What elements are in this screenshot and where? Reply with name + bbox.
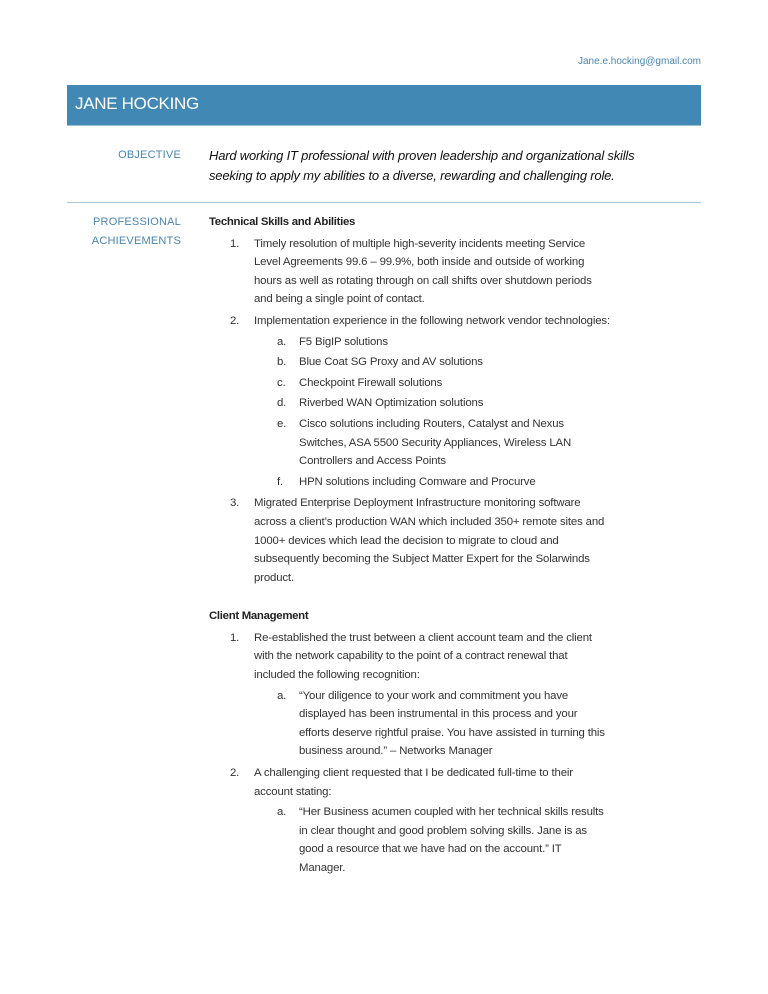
sub-item-text: Riverbed WAN Optimization solutions bbox=[299, 397, 484, 410]
item-text: A challenging client requested that I be dedicated full-time to their account stating: bbox=[254, 767, 573, 798]
sub-item-letter: f. bbox=[277, 475, 284, 488]
achievement-list bbox=[209, 629, 619, 878]
sub-item-text: Cisco solutions including Routers, Catalyst and Nexus Switches, ASA 5500 Security Appliances, Wireless LAN Controllers and Access Points bbox=[299, 417, 572, 468]
item-number: 3. bbox=[230, 497, 240, 510]
item-text: Timely resolution of multiple high-severity incidents meeting Service Level Agreements 99.6 – 99.9%, both inside and outside of working hours as well as rotating through on call shifts over shutdown periods and being a single point of contact. bbox=[254, 237, 592, 306]
sub-item-text: “Her Business acumen coupled with her technical skills results in clear thought and good problem solving skills. Jane is as good a resource that we have had on the account.” IT Manager. bbox=[299, 806, 604, 874]
section-divider bbox=[67, 202, 701, 203]
list-item bbox=[209, 629, 610, 685]
section-title: Client Management bbox=[209, 610, 309, 623]
sub-list-item bbox=[209, 374, 609, 393]
sub-item-letter: a. bbox=[277, 689, 287, 702]
section-title: Technical Skills and Abilities bbox=[209, 216, 356, 228]
item-number: 2. bbox=[230, 314, 240, 327]
item-number: 1. bbox=[230, 237, 240, 250]
sub-item-letter: a. bbox=[277, 335, 287, 348]
sub-list-item bbox=[209, 353, 609, 372]
item-text: Re-established the trust between a client account team and the client with the network capability to the point of a contract renewal that included the following recognition: bbox=[254, 631, 592, 682]
sub-item-letter: d. bbox=[277, 397, 287, 410]
list-item bbox=[209, 494, 610, 587]
achievements-label-line1: PROFESSIONAL bbox=[93, 216, 181, 228]
sub-item-text: “Your diligence to your work and commitment you have displayed has been instrumental in this process and your efforts deserve rightful praise. You have assisted in turning this business around.” – Networks Manager bbox=[299, 689, 605, 758]
email-address[interactable]: Jane.e.hocking@gmail.com bbox=[578, 56, 701, 67]
sub-item-text: Checkpoint Firewall solutions bbox=[299, 376, 443, 389]
sub-item-letter: b. bbox=[277, 356, 287, 369]
name-banner bbox=[67, 85, 701, 126]
sub-item-letter: a. bbox=[277, 806, 287, 819]
item-number: 2. bbox=[230, 767, 240, 780]
achievement-list bbox=[209, 235, 619, 588]
achievements-label bbox=[67, 213, 181, 251]
list-item bbox=[209, 764, 610, 801]
sub-item-text: Blue Coat SG Proxy and AV solutions bbox=[299, 356, 483, 369]
item-text: Migrated Enterprise Deployment Infrastructure monitoring software across a client’s production WAN which included 350+ remote sites and 1000+ devices which lead the decision to migrate to cloud and subsequently becoming the Subject Matter Expert for the Solarwinds product. bbox=[254, 497, 605, 584]
sub-list-item bbox=[209, 415, 609, 471]
objective-text: Hard working IT professional with proven leadership and organizational skills seeking to apply my abilities to a diverse, rewarding and challenging role. bbox=[209, 148, 635, 183]
sub-item-letter: c. bbox=[277, 376, 286, 389]
achievements-label-line2: ACHIEVEMENTS bbox=[91, 235, 181, 247]
sub-item-letter: e. bbox=[277, 417, 287, 430]
list-item bbox=[209, 235, 610, 309]
sub-list-item bbox=[209, 394, 609, 413]
sub-item-text: F5 BigIP solutions bbox=[299, 335, 388, 348]
item-text: Implementation experience in the following network vendor technologies: bbox=[254, 314, 610, 327]
sub-item-text: HPN solutions including Comware and Procurve bbox=[299, 475, 536, 488]
sub-list-item bbox=[209, 687, 609, 761]
item-number: 1. bbox=[230, 631, 240, 644]
sub-list-item bbox=[209, 803, 609, 877]
sub-list-item bbox=[209, 333, 609, 352]
candidate-name: JANE HOCKING bbox=[75, 94, 199, 113]
achievements-content bbox=[209, 213, 619, 878]
section-gap bbox=[209, 587, 619, 607]
objective-label: OBJECTIVE bbox=[118, 149, 181, 161]
list-item bbox=[209, 312, 610, 331]
sub-list-item bbox=[209, 473, 609, 492]
